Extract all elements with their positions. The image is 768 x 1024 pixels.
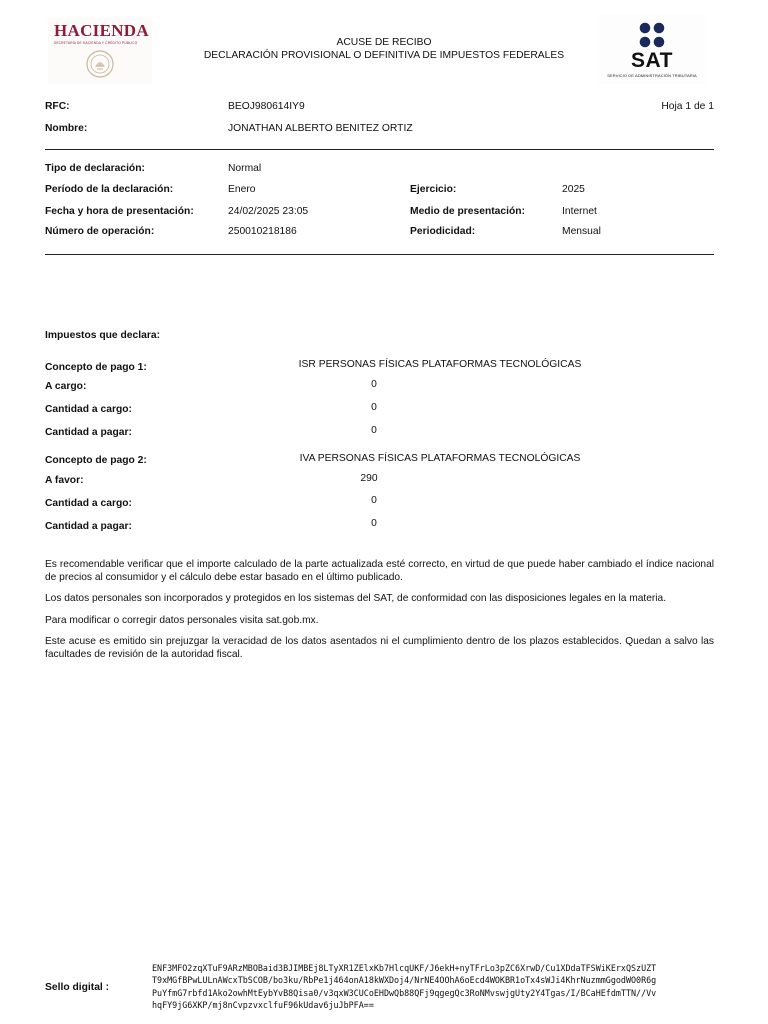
- divider-top: [45, 149, 714, 150]
- sat-logo-subtitle: SERVICIO DE ADMINISTRACIÓN TRIBUTARIA: [607, 73, 697, 78]
- concept-2-row-label: A favor:: [45, 475, 84, 486]
- document-subtitle: DECLARACIÓN PROVISIONAL O DEFINITIVA DE IMPUESTOS FEDERALES: [203, 50, 565, 61]
- name-value: JONATHAN ALBERTO BENITEZ ORTIZ: [228, 123, 413, 134]
- operation-number-value: 250010218186: [228, 226, 297, 237]
- divider-bottom: [45, 254, 714, 255]
- concept-1-label: Concepto de pago 1:: [45, 362, 147, 373]
- document-title: ACUSE DE RECIBO: [336, 37, 432, 48]
- concept-2-row-label: Cantidad a cargo:: [45, 498, 132, 509]
- concept-1-row-value: 0: [371, 425, 377, 436]
- page-indicator: Hoja 1 de 1: [661, 101, 714, 112]
- concept-2-value: IVA PERSONAS FÍSICAS PLATAFORMAS TECNOLÓGICAS: [299, 453, 581, 464]
- concept-1-value: ISR PERSONAS FÍSICAS PLATAFORMAS TECNOLÓGICAS: [298, 359, 582, 370]
- submission-medium-value: Internet: [562, 206, 597, 217]
- digital-seal-label: Sello digital :: [45, 982, 110, 993]
- submission-date-label: Fecha y hora de presentación:: [45, 206, 194, 217]
- note-paragraph: Es recomendable verificar que el importe calculado de la parte actualizada esté correcto, en virtud de que puede haber cambiado el índice nacional de precios al consumidor y el cálculo debe estar basado en el último publicado.: [45, 559, 714, 583]
- hacienda-logo-name: HACIENDA: [54, 21, 149, 40]
- declaration-type-label: Tipo de declaración:: [45, 163, 145, 174]
- concept-2-row-value: 290: [360, 473, 378, 484]
- concept-2-label: Concepto de pago 2:: [45, 455, 147, 466]
- concept-2-row-value: 0: [371, 495, 377, 506]
- concept-2-row-label: Cantidad a pagar:: [45, 521, 132, 532]
- fiscal-year-label: Ejercicio:: [410, 184, 457, 195]
- rfc-value: BEOJ980614IY9: [228, 101, 305, 112]
- concept-1-row-value: 0: [371, 379, 377, 390]
- sat-logo: [598, 14, 706, 84]
- concept-1-row-label: Cantidad a pagar:: [45, 427, 132, 438]
- digital-seal-line: PuYfmG7rbfd1Ako2owhMtEybYvB8Qisa0/v3qxW3CUCoEHDwQb88QFj9qgegQc3RoNMvswjgUty2Y4Tgas/I/BCaHEfdmTTN//Vv: [152, 987, 657, 998]
- declaration-period-value: Enero: [228, 184, 256, 195]
- submission-date-value: 24/02/2025 23:05: [228, 206, 309, 217]
- note-paragraph: Los datos personales son incorporados y protegidos en los sistemas del SAT, de conformidad con las disposiciones legales en la materia.: [45, 593, 667, 604]
- name-label: Nombre:: [45, 123, 88, 134]
- rfc-label: RFC:: [45, 101, 70, 112]
- submission-medium-label: Medio de presentación:: [410, 206, 526, 217]
- digital-seal-line: T9xMGfBPwLULnAWcxTbSCOB/bo3ku/RbPe1j464onA18kWXDoj4/NrNE4OOhA6oEcd4WOKBR1oTx4sWJi4KhrNuzmmGgodWO0R6g: [152, 975, 657, 986]
- concept-2-row-value: 0: [371, 518, 377, 529]
- concept-1-row-label: Cantidad a cargo:: [45, 404, 132, 415]
- hacienda-logo-subtitle: SECRETARÍA DE HACIENDA Y CRÉDITO PÚBLICO: [54, 41, 138, 45]
- taxes-heading: Impuestos que declara:: [45, 330, 161, 341]
- concept-1-row-label: A cargo:: [45, 381, 87, 392]
- sat-dots-icon: [639, 22, 665, 48]
- concept-1-row-value: 0: [371, 402, 377, 413]
- periodicity-label: Periodicidad:: [410, 226, 476, 237]
- periodicity-value: Mensual: [562, 226, 601, 237]
- digital-seal: [152, 962, 708, 1011]
- fiscal-year-value: 2025: [562, 184, 585, 195]
- sat-logo-name: SAT: [631, 49, 673, 72]
- note-paragraph: Para modificar o corregir datos personales visita sat.gob.mx.: [45, 615, 319, 626]
- digital-seal-line: hqFY9jG6XKP/mj8nCvpzvxclfuF96kUdav6juJbPFA==: [152, 999, 374, 1010]
- operation-number-label: Número de operación:: [45, 226, 155, 237]
- declaration-period-label: Período de la declaración:: [45, 184, 174, 195]
- digital-seal-line: ENF3MFO2zqXTuF9ARzMBOBaid3BJIMBEj8LTyXR1ZElxKb7HlcqUKF/J6ekH+nyTFrLo3pZC6XrwD/Cu1XDdaTFSWiKErxQSzUZT: [152, 963, 657, 973]
- declaration-type-value: Normal: [228, 163, 262, 174]
- note-paragraph: Este acuse es emitido sin prejuzgar la veracidad de los datos asentados ni el cumplimiento dentro de los plazos establecidos. Quedan a salvo las facultades de revisión de la autoridad fiscal.: [45, 636, 714, 660]
